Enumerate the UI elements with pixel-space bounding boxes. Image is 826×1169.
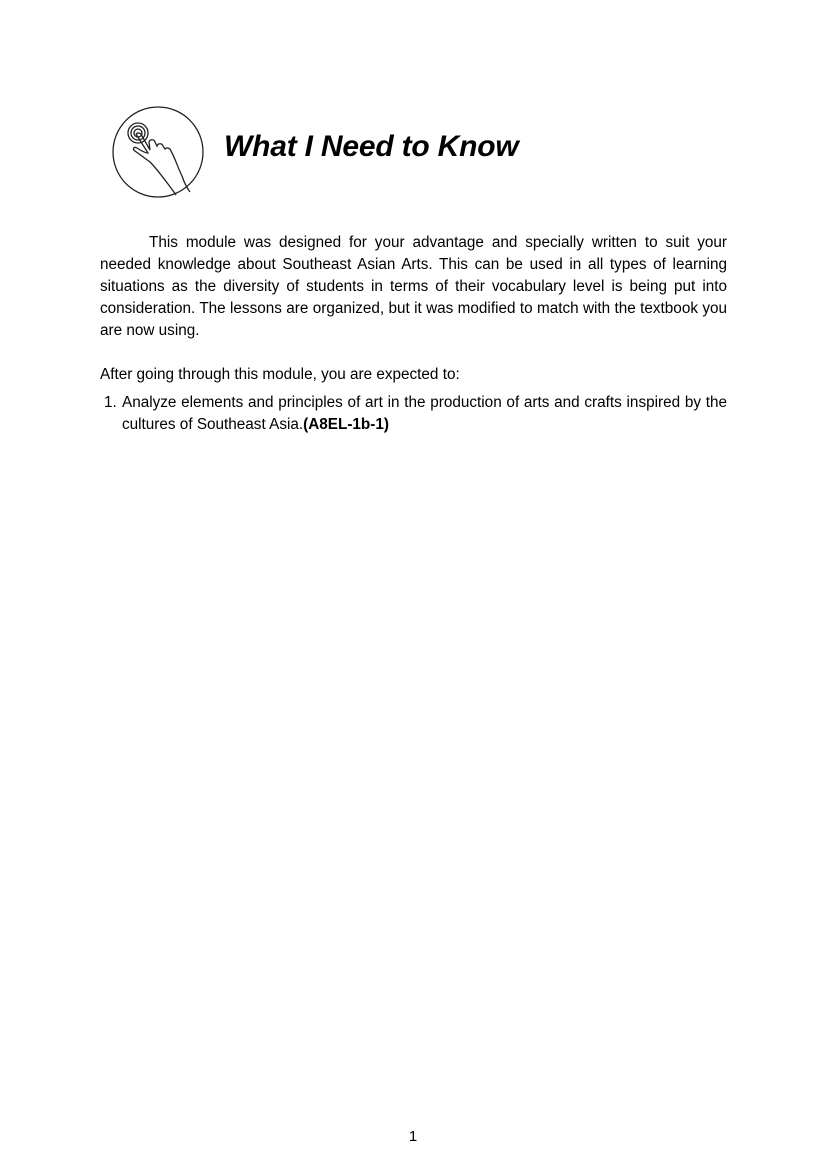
intro-paragraph [100,232,727,342]
page-number: 1 [408,1128,418,1145]
list-item-text [122,392,727,436]
list-item [104,392,727,436]
pointing-hand-icon [112,106,204,198]
objectives-list [104,392,727,436]
competency-code: (A8EL-1b-1) [303,416,389,433]
objective-text: Analyze elements and principles of art in the production of arts and crafts inspired by the cultures of Southeast Asia. [122,394,727,433]
objectives-intro: After going through this module, you are expected to: [100,366,460,383]
page-title: What I Need to Know [224,130,519,163]
list-item-number: 1. [104,394,117,411]
intro-paragraph-text: This module was designed for your advantage and specially written to suit your needed knowledge about Southeast Asian Arts. This can be used in all types of learning situations as the diversity of students in terms of their vocabulary level is being put into consideration. The lessons are organized, but it was modified to match with the textbook you are now using. [100,234,727,339]
